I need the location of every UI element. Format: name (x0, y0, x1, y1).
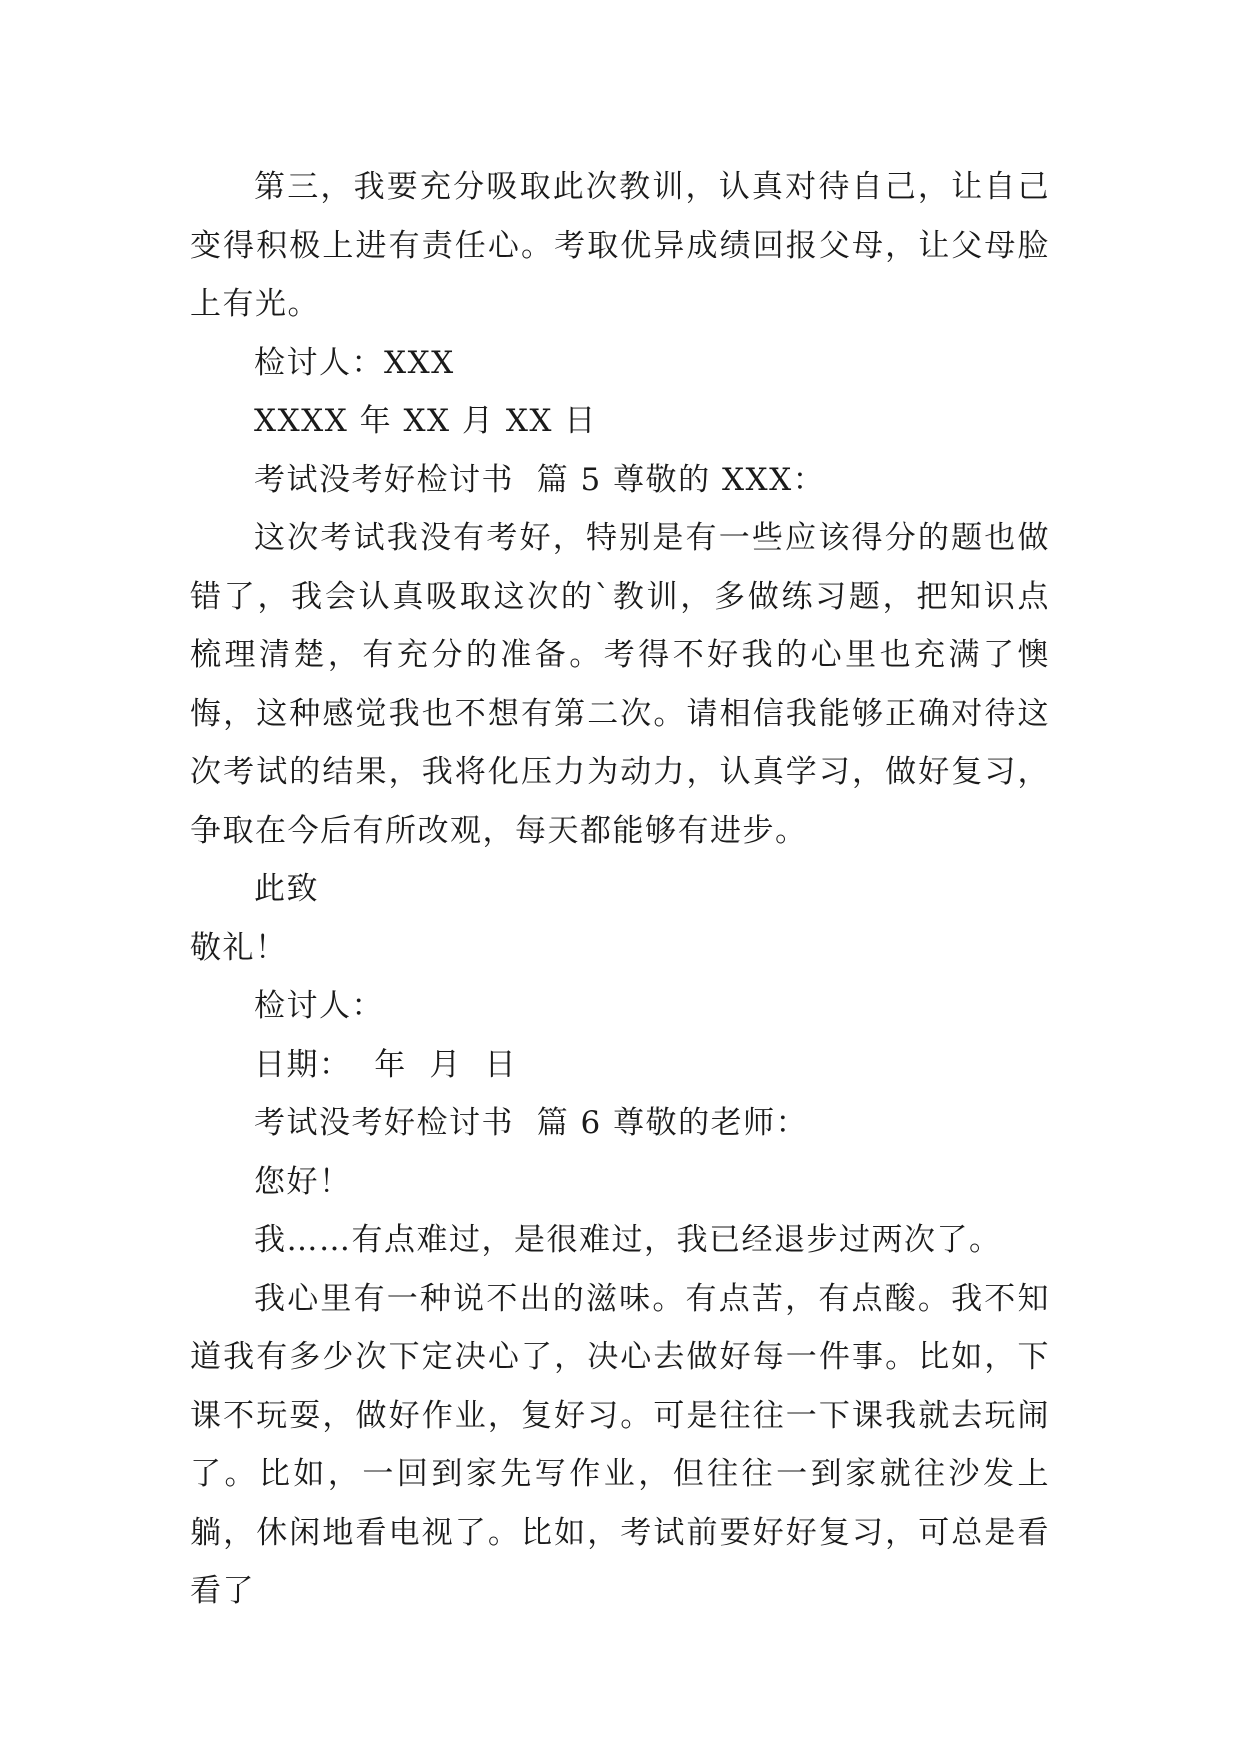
section-heading-5: 考试没考好检讨书 篇 5 尊敬的 XXX： (254, 461, 826, 498)
paragraph-sad: 我……有点难过，是很难过，我已经退步过两次了。 (254, 1222, 1002, 1258)
paragraph-exam-reflection: 这次考试我没有考好，特别是有一些应该得分的题也做错了，我会认真吸取这次的`教训，多做练习题，把知识点梳理清楚，有充分的准备。考得不好我的心里也充满了懊悔，这种感觉我也不想有第二次。请相信我能够正确对待这次考试的结果，我将化压力为动力，认真学习，做好复习，争取在今后有所改观，每天都能够有进步。 (190, 520, 1050, 849)
closing-regards: 敬礼！ (190, 929, 288, 966)
greeting: 您好！ (254, 1163, 352, 1200)
section-heading-6: 考试没考好检讨书 篇 6 尊敬的老师： (254, 1105, 809, 1141)
signature-reviewer-blank: 检讨人： (254, 988, 384, 1024)
paragraph-feelings: 我心里有一种说不出的滋味。有点苦，有点酸。我不知道我有多少次下定决心了，决心去做好每一件事。比如，下课不玩耍，做好作业，复好习。可是往往一下课我就去玩闹了。比如，一回到家先写作业，但往往一到家就往沙发上躺，休闲地看电视了。比如，考试前要好好复习，可总是看看了 (190, 1280, 1050, 1609)
document-body (190, 158, 1050, 1621)
closing-salutation: 此致 (254, 871, 319, 907)
signature-reviewer: 检讨人：XXX (254, 344, 455, 381)
signature-date-blank: 日期： 年 月 日 (254, 1046, 518, 1083)
paragraph-lesson-three: 第三，我要充分吸取此次教训，认真对待自己，让自己变得积极上进有责任心。考取优异成绩回报父母，让父母脸上有光。 (190, 169, 1050, 322)
signature-date: XXXX 年 XX 月 XX 日 (254, 403, 597, 439)
